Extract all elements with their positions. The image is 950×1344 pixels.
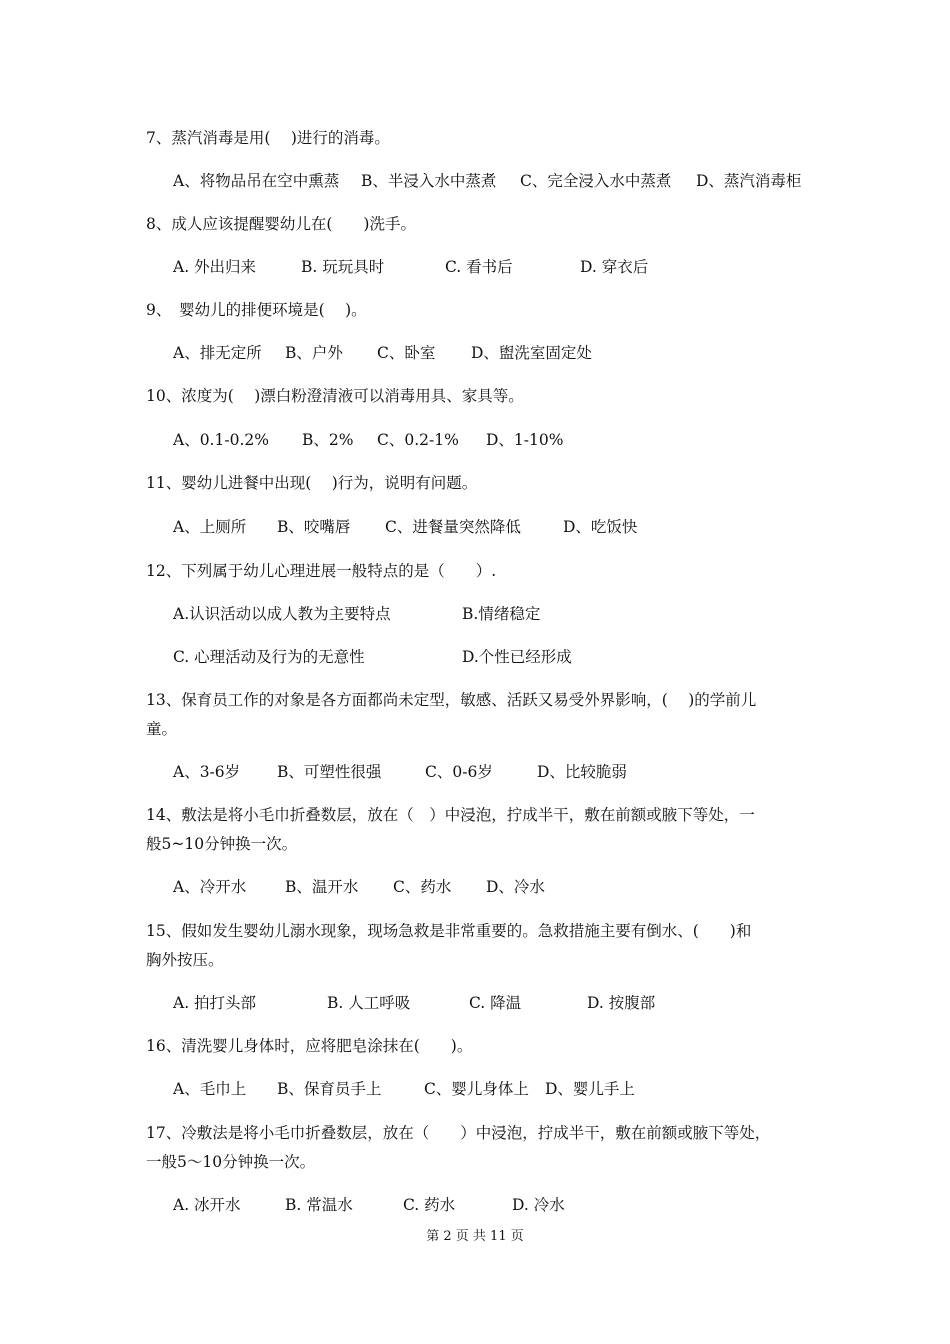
question-17-option-d: D. 冷水 xyxy=(512,1196,565,1214)
question-12-option-b: B.情绪稳定 xyxy=(462,605,541,623)
question-9-option-d: D、盥洗室固定处 xyxy=(471,344,592,362)
question-13-text-line-1: 13、保育员工作的对象是各方面都尚未定型，敏感、活跃又易受外界影响，( )的学前儿 xyxy=(146,691,757,709)
question-16-text: 16、清洗婴儿身体时，应将肥皂涂抹在( )。 xyxy=(146,1037,473,1055)
question-17-option-b: B. 常温水 xyxy=(285,1196,353,1214)
question-15-option-d: D. 按腹部 xyxy=(587,994,656,1012)
question-17-option-c: C. 药水 xyxy=(403,1196,456,1214)
question-7-option-a: A、将物品吊在空中熏蒸 xyxy=(173,172,340,190)
question-13-option-b: B、可塑性很强 xyxy=(277,763,382,781)
question-10-text: 10、浓度为( )漂白粉澄清液可以消毒用具、家具等。 xyxy=(146,387,524,405)
question-13-text-line-2: 童。 xyxy=(146,720,178,738)
question-9-option-a: A、排无定所 xyxy=(173,344,262,362)
question-15-option-c: C. 降温 xyxy=(469,994,522,1012)
question-17-option-a: A. 冰开水 xyxy=(173,1196,241,1214)
question-14-option-b: B、温开水 xyxy=(285,878,359,896)
question-7-text: 7、蒸汽消毒是用( )进行的消毒。 xyxy=(146,129,390,147)
question-12-option-d: D.个性已经形成 xyxy=(462,648,572,666)
question-9-option-b: B、户外 xyxy=(285,344,343,362)
question-7-option-d: D、蒸汽消毒柜 xyxy=(696,172,802,190)
question-14-text-line-1: 14、敷法是将小毛巾折叠数层，放在（ ）中浸泡，拧成半干，敷在前额或腋下等处，一 xyxy=(146,806,755,824)
question-10-option-a: A、0.1-0.2% xyxy=(173,431,269,449)
question-13-option-d: D、比较脆弱 xyxy=(537,763,627,781)
question-9-option-c: C、卧室 xyxy=(377,344,436,362)
question-13-option-a: A、3-6岁 xyxy=(173,763,241,781)
question-15-text-line-2: 胸外按压。 xyxy=(146,951,224,969)
question-11-option-a: A、上厕所 xyxy=(173,518,247,536)
question-10-option-d: D、1-10% xyxy=(486,431,564,449)
question-10-option-c: C、0.2-1% xyxy=(377,431,459,449)
question-11-text: 11、婴幼儿进餐中出现( )行为，说明有问题。 xyxy=(146,474,478,492)
question-7-option-b: B、半浸入水中蒸煮 xyxy=(361,172,497,190)
question-14-option-c: C、药水 xyxy=(393,878,452,896)
question-8-option-b: B. 玩玩具时 xyxy=(301,258,385,276)
question-8-option-c: C. 看书后 xyxy=(445,258,513,276)
question-17-text-line-2: 一般5～10分钟换一次。 xyxy=(146,1153,316,1171)
question-12-option-c: C. 心理活动及行为的无意性 xyxy=(173,648,365,666)
question-8-option-d: D. 穿衣后 xyxy=(580,258,649,276)
question-16-option-d: D、婴儿手上 xyxy=(545,1080,635,1098)
page-number-footer: 第 2 页 共 11 页 xyxy=(426,1229,524,1244)
question-11-option-d: D、吃饭快 xyxy=(563,518,638,536)
question-12-option-a: A.认识活动以成人教为主要特点 xyxy=(173,605,391,623)
question-11-option-c: C、进餐量突然降低 xyxy=(385,518,521,536)
question-16-option-c: C、婴儿身体上 xyxy=(424,1080,529,1098)
question-7-option-c: C、完全浸入水中蒸煮 xyxy=(520,172,672,190)
question-10-option-b: B、2% xyxy=(302,431,354,449)
question-11-option-b: B、咬嘴唇 xyxy=(277,518,351,536)
question-16-option-b: B、保育员手上 xyxy=(277,1080,382,1098)
question-15-option-a: A. 拍打头部 xyxy=(173,994,257,1012)
question-12-text: 12、下列属于幼儿心理进展一般特点的是（ ）. xyxy=(146,562,497,580)
question-15-option-b: B. 人工呼吸 xyxy=(327,994,411,1012)
question-14-text-line-2: 般5~10分钟换一次。 xyxy=(146,835,298,853)
question-9-text: 9、 婴幼儿的排便环境是( )。 xyxy=(146,301,367,319)
question-8-text: 8、成人应该提醒婴幼儿在( )洗手。 xyxy=(146,215,416,233)
question-14-option-d: D、冷水 xyxy=(486,878,545,896)
question-16-option-a: A、毛巾上 xyxy=(173,1080,247,1098)
question-8-option-a: A. 外出归来 xyxy=(173,258,257,276)
question-15-text-line-1: 15、假如发生婴幼儿溺水现象，现场急救是非常重要的。急救措施主要有倒水、( )和 xyxy=(146,922,752,940)
question-13-option-c: C、0-6岁 xyxy=(425,763,493,781)
question-17-text-line-1: 17、冷敷法是将小毛巾折叠数层，放在（ ）中浸泡，拧成半干，敷在前额或腋下等处， xyxy=(146,1124,771,1142)
question-14-option-a: A、冷开水 xyxy=(173,878,247,896)
